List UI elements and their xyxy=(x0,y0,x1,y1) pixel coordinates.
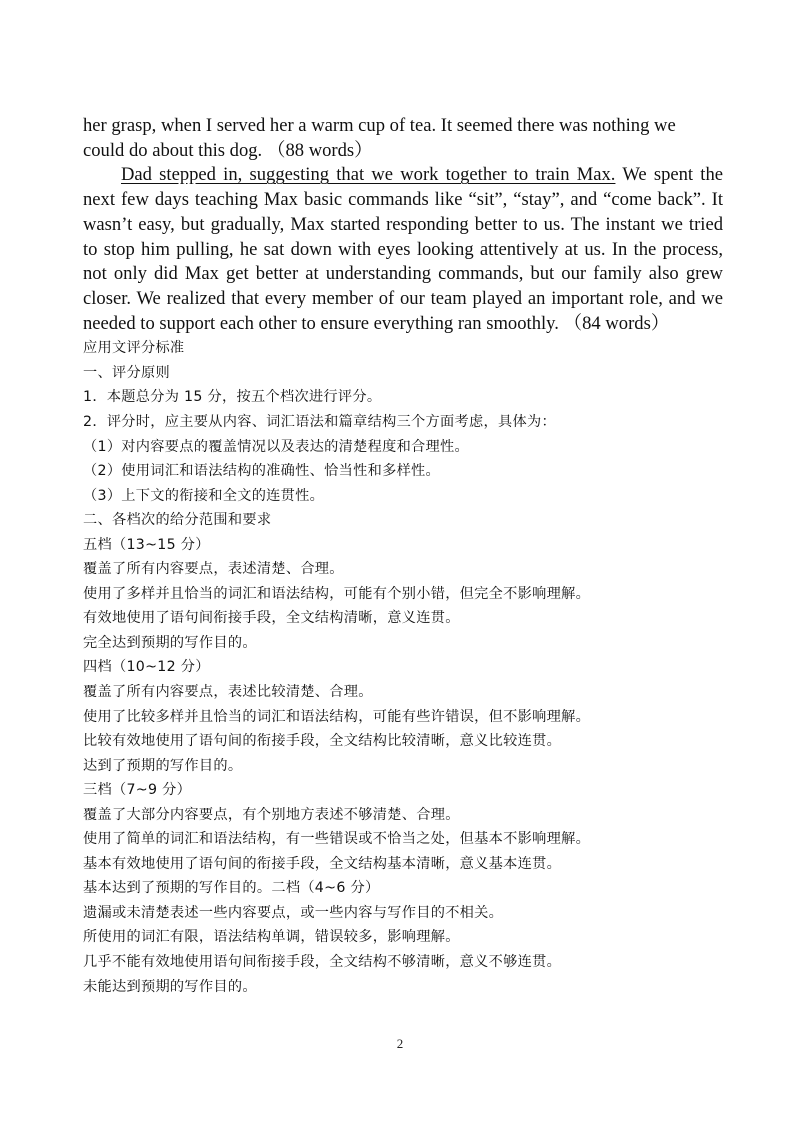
page-number: 2 xyxy=(396,1036,404,1051)
rubric-line: 使用了简单的词汇和语法结构，有一些错误或不恰当之处，但基本不影响理解。 xyxy=(83,831,591,848)
principle-2-item: （2）使用词汇和语法结构的准确性、恰当性和多样性。 xyxy=(83,463,441,480)
rubric-line: 覆盖了所有内容要点，表述清楚、合理。 xyxy=(83,561,344,578)
rubric-line: 几乎不能有效地使用语句间衔接手段，全文结构不够清晰，意义不够连贯。 xyxy=(83,954,562,970)
rubric-line: 覆盖了大部分内容要点，有个别地方表述不够清楚、合理。 xyxy=(83,806,460,823)
principle-2-item: （1）对内容要点的覆盖情况以及表达的清楚程度和合理性。 xyxy=(83,438,470,455)
essay-paragraph-1-line-1: her grasp, when I served her a warm cup of tea. It seemed there was nothing we xyxy=(83,115,676,136)
rubric-line: 基本有效地使用了语句间的衔接手段，全文结构基本清晰，意义基本连贯。 xyxy=(83,855,562,872)
essay-paragraph-2-body: We spent the next few days teaching Max basic commands like “sit”, “stay”, and “come back”. It wasn’t easy, but gradually, Max started responding better to us. The instant we tried to stop him pulling, he sat down with eyes looking attentively at us. In the process, not only did Max get better at understanding commands, but our family also grew closer. We realized that every member of our team played an important role, and we needed to support each other to ensure everything ran smoothly. （84 words） xyxy=(83,164,724,334)
grade-3-heading: 三档（7~9 分） xyxy=(83,782,192,799)
rubric-line: 覆盖了所有内容要点，表述比较清楚、合理。 xyxy=(83,683,373,700)
section-heading-principles: 一、评分原则 xyxy=(83,364,170,381)
rubric-line: 所使用的词汇有限，语法结构单调，错误较多，影响理解。 xyxy=(83,929,460,946)
scoring-rubric xyxy=(83,336,723,999)
principle-1: 1．本题总分为 15 分，按五个档次进行评分。 xyxy=(83,389,382,406)
rubric-line: 比较有效地使用了语句间的衔接手段，全文结构比较清晰，意义比较连贯。 xyxy=(83,733,562,750)
rubric-line: 使用了比较多样并且恰当的词汇和语法结构，可能有些许错误，但不影响理解。 xyxy=(83,708,591,725)
principle-2-item: （3）上下文的衔接和全文的连贯性。 xyxy=(83,487,325,504)
rubric-line: 遗漏或未清楚表述一些内容要点，或一些内容与写作目的不相关。 xyxy=(83,904,504,921)
grade-4-heading: 四档（10~12 分） xyxy=(83,659,210,676)
rubric-line: 达到了预期的写作目的。 xyxy=(83,757,243,774)
rubric-line: 使用了多样并且恰当的词汇和语法结构，可能有个别小错，但完全不影响理解。 xyxy=(83,585,591,602)
essay-paragraph-1-line-2: could do about this dog. （88 words） xyxy=(83,139,373,161)
rubric-title: 应用文评分标准 xyxy=(83,340,185,357)
essay-sample xyxy=(83,114,723,336)
document-page xyxy=(83,114,723,999)
rubric-line: 未能达到预期的写作目的。 xyxy=(83,978,257,995)
grade-5-heading: 五档（13~15 分） xyxy=(83,536,210,553)
section-heading-grades: 二、各档次的给分范围和要求 xyxy=(83,512,272,529)
underlined-opening-sentence: Dad stepped in, suggesting that we work together to train Max. xyxy=(121,164,616,186)
rubric-line-with-grade-2-heading: 基本达到了预期的写作目的。二档（4~6 分） xyxy=(83,880,380,897)
essay-paragraph-2 xyxy=(83,163,723,336)
rubric-line: 有效地使用了语句间衔接手段，全文结构清晰，意义连贯。 xyxy=(83,610,460,627)
principle-2: 2．评分时，应主要从内容、词汇语法和篇章结构三个方面考虑，具体为： xyxy=(83,413,556,430)
rubric-line: 完全达到预期的写作目的。 xyxy=(83,634,257,651)
